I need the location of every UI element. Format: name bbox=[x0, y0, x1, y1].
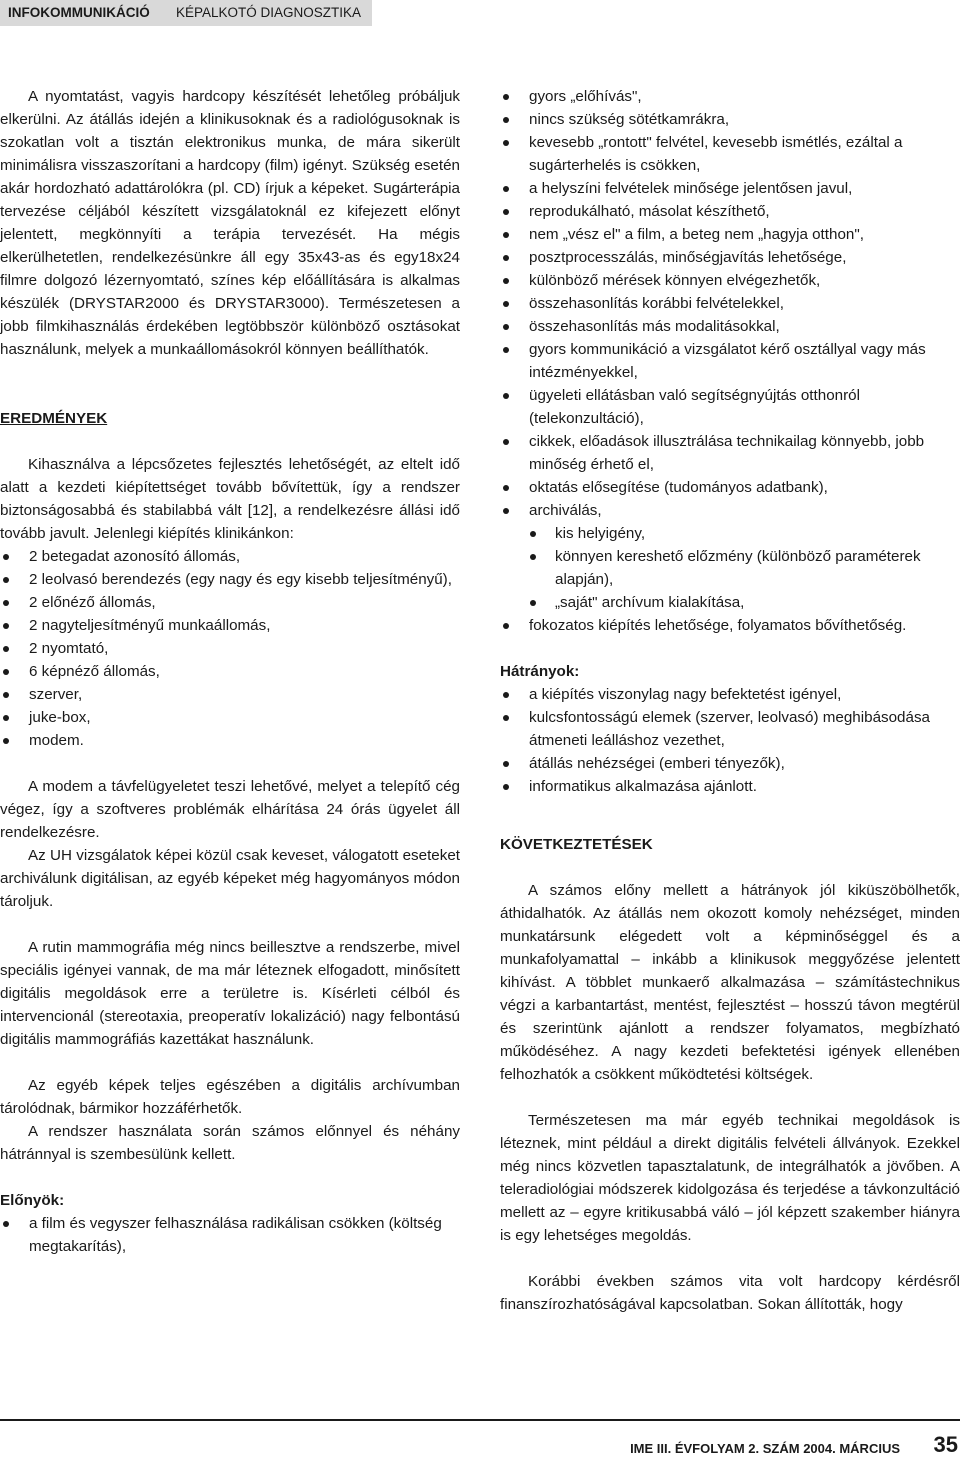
list-item: nincs szükség sötétkamrákra, bbox=[500, 108, 960, 131]
paragraph-mammography: A rutin mammográfia még nincs beillesztve a rendszerbe, mivel speciális igényei vannak, de ma már léteznek elfogadott, minősített digitális megoldások erre a területre is. Kísérleti célból és intervencionál (stereotaxia, preoperatív lokalizáció) nagy felbontású digitális mammográfiás kazettákat használunk. bbox=[0, 939, 460, 1048]
list-item: szerver, bbox=[0, 683, 460, 706]
list-item: kulcsfontosságú elemek (szerver, leolvasó) meghibásodása átmeneti leálláshoz vezethet, bbox=[500, 706, 960, 752]
list-item: átállás nehézségei (emberi tényezők), bbox=[500, 752, 960, 775]
list-item: kevesebb „rontott" felvétel, kevesebb ismétlés, ezáltal a sugárterhelés is csökken, bbox=[500, 131, 960, 177]
list-item: kis helyigény, bbox=[500, 522, 960, 545]
list-item: a helyszíni felvételek minősége jelentősen javul, bbox=[500, 177, 960, 200]
section-category: INFOKOMMUNIKÁCIÓ bbox=[8, 5, 150, 20]
list-item: juke-box, bbox=[0, 706, 460, 729]
paragraph-usage: A rendszer használata során számos előnnyel és néhány hátránnyal is szembesülünk kellett. bbox=[0, 1123, 460, 1163]
list-item: 2 betegadat azonosító állomás, bbox=[0, 545, 460, 568]
paragraph-archive: Az egyéb képek teljes egészében a digitális archívumban tárolódnak, bármikor hozzáférhetők. bbox=[0, 1077, 460, 1117]
list-item: összehasonlítás más modalitásokkal, bbox=[500, 315, 960, 338]
list-item: „saját" archívum kialakítása, bbox=[500, 591, 960, 614]
list-item: összehasonlítás korábbi felvételekkel, bbox=[500, 292, 960, 315]
list-item: könnyen kereshető előzmény (különböző paraméterek alapján), bbox=[500, 545, 960, 591]
section-header-bar bbox=[0, 0, 372, 26]
journal-issue: IME III. ÉVFOLYAM 2. SZÁM 2004. MÁRCIUS bbox=[630, 1441, 900, 1456]
list-item: 2 előnéző állomás, bbox=[0, 591, 460, 614]
heading-conclusions: KÖVETKEZTETÉSEK bbox=[500, 836, 653, 853]
list-item: modem. bbox=[0, 729, 460, 752]
paragraph-modem: A modem a távfelügyeletet teszi lehetővé, melyet a telepítő cég végez, így a szoftveres problémák elhárítása 24 órás ügyelet áll rendelkezésre. bbox=[0, 778, 460, 841]
footer-divider bbox=[0, 1419, 960, 1421]
page-number: 35 bbox=[933, 1432, 958, 1457]
heading-pros: Előnyök: bbox=[0, 1192, 65, 1209]
paragraph-ultrasound: Az UH vizsgálatok képei közül csak keveset, válogatott eseteket archiválunk digitálisan, az egyéb képeket még hagyományos módon tároljuk. bbox=[0, 847, 460, 910]
list-item: nem „vész el" a film, a beteg nem „hagyja otthon", bbox=[500, 223, 960, 246]
paragraph-conclusions: A számos előny mellett a hátrányok jól kiküszöbölhetők, áthidalhatók. Az átállás nem okozott komoly nehézséget, minden munkatársunk elégedett volt a képminőséggel és a munkafolyamattal – inkább a klinikusok meggyőzése jelentett kihívást. A többlet munkaerő alkalmazása – számítástechnikus végzi a karbantartást, mentést, fejlesztést – hosszú távon megtérül és szerintünk ajánlott a rendszer folyamatos, megbízható működéséhez. A nagy kezdeti befektetési igények ellenében felhozhatók a csökkent működtetési költségek. bbox=[500, 882, 960, 1083]
list-item: 2 nagyteljesítményű munkaállomás, bbox=[0, 614, 460, 637]
section-subcategory: KÉPALKOTÓ DIAGNOSZTIKA bbox=[176, 5, 362, 20]
list-item: cikkek, előadások illusztrálása technikailag könnyebb, jobb minőség érhető el, bbox=[500, 430, 960, 476]
list-item: archiválás, bbox=[500, 499, 960, 522]
list-item: informatikus alkalmazása ajánlott. bbox=[500, 775, 960, 798]
paragraph-results: Kihasználva a lépcsőzetes fejlesztés lehetőségét, az eltelt idő alatt a kezdeti kiépítettséget tovább bővítettük, így a rendszer biztonságosabbá és stabilabbá vált [12], a rendelkezésre állási idő tovább javult. Jelenlegi kiépítés klinikánkon: bbox=[0, 456, 460, 542]
cons-list bbox=[500, 683, 960, 798]
heading-cons: Hátrányok: bbox=[500, 663, 580, 680]
paragraph-financing: Korábbi években számos vita volt hardcopy kérdésről finanszírozhatóságával kapcsolatban. Sokan állították, hogy bbox=[500, 1273, 960, 1313]
list-item: oktatás elősegítése (tudományos adatbank), bbox=[500, 476, 960, 499]
heading-results: EREDMÉNYEK bbox=[0, 410, 108, 427]
list-item: 2 leolvasó berendezés (egy nagy és egy kisebb teljesítményű), bbox=[0, 568, 460, 591]
list-item: különböző mérések könnyen elvégezhetők, bbox=[500, 269, 960, 292]
paragraph-hardcopy: A nyomtatást, vagyis hardcopy készítését lehetőleg próbáljuk elkerülni. Az átállás idején a klinikusoknak és a radiológusoknak is szokatlan volt a tisztán elektronikus munka, de mára sikerült minimálisra visszaszorítani a hardcopy (film) igényt. Szükség esetén akár hordozható adattárolókra (pl. CD) írjuk a képeket. Sugárterápia tervezése céljából készített vizsgálatoknál ez kifejezett előnyt jelentett, megkönnyíti a terápia tervezését. Ha mégis elkerülhetetlen, rendelkezésünkre áll egy 35x43-as és egy18x24 filmre dolgozó lézernyomtató, színes kép előállítására is alkalmas készülék (DRYSTAR2000 és DRYSTAR3000). Természetesen a jobb filmkihasználás érdekében legtöbbször különböző osztásokat használunk, melyek a munkaállomásokról könnyen beállíthatók. bbox=[0, 88, 460, 358]
list-item: fokozatos kiépítés lehetősége, folyamatos bővíthetőség. bbox=[500, 614, 960, 637]
pros-list-right bbox=[500, 85, 960, 637]
list-item: reprodukálható, másolat készíthető, bbox=[500, 200, 960, 223]
right-column bbox=[500, 85, 960, 1316]
list-item: a kiépítés viszonylag nagy befektetést igényel, bbox=[500, 683, 960, 706]
list-item: ügyeleti ellátásban való segítségnyújtás otthonról (telekonzultáció), bbox=[500, 384, 960, 430]
list-item: a film és vegyszer felhasználása radikálisan csökken (költség megtakarítás), bbox=[0, 1212, 460, 1258]
page-header bbox=[0, 0, 960, 26]
paragraph-technical: Természetesen ma már egyéb technikai megoldások is léteznek, mint például a direkt digitális felvételi állványok. Ezekkel még nincs közvetlen tapasztalatunk, de integrálhatók a jövőben. A teleradiológiai módszerek kidolgozása és terjedése a távkonzultáció mellett az – egyre kritikusabbá váló – jól képzett szakember hiányra is egy lehetséges megoldás. bbox=[500, 1112, 960, 1244]
installation-list bbox=[0, 545, 460, 752]
list-item: posztprocesszálás, minőségjavítás lehetősége, bbox=[500, 246, 960, 269]
pros-list-left bbox=[0, 1212, 460, 1258]
list-item: gyors „előhívás", bbox=[500, 85, 960, 108]
list-item: 2 nyomtató, bbox=[0, 637, 460, 660]
list-item: gyors kommunikáció a vizsgálatot kérő osztállyal vagy más intézményekkel, bbox=[500, 338, 960, 384]
left-column bbox=[0, 85, 460, 1258]
list-item: 6 képnéző állomás, bbox=[0, 660, 460, 683]
